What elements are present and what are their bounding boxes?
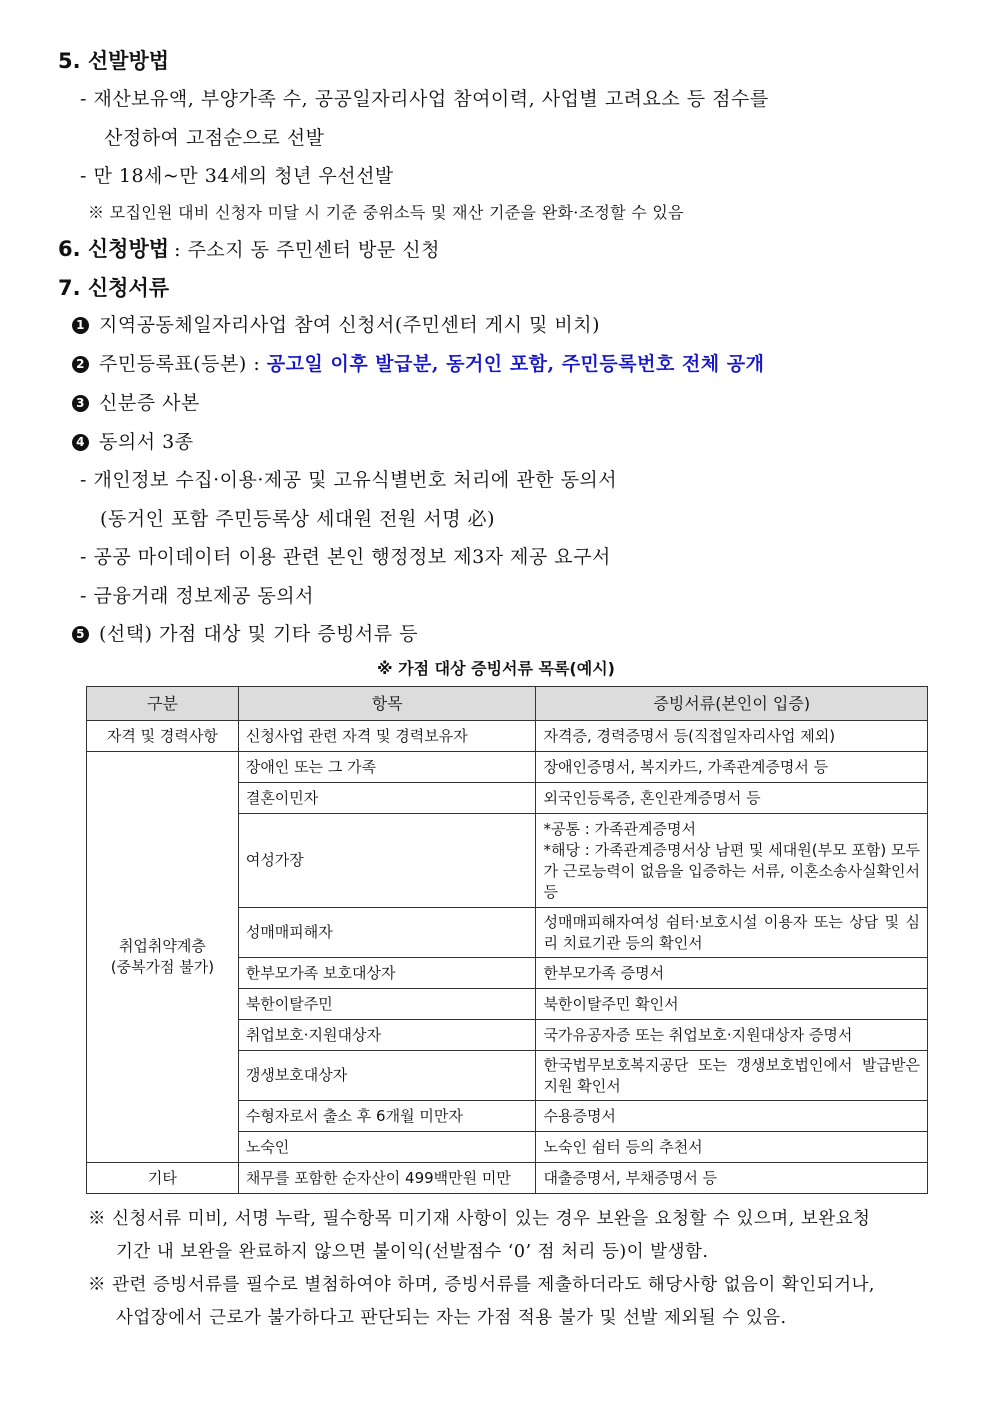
s7-item-5: 5 (선택) 가점 대상 및 기타 증빙서류 등 bbox=[72, 619, 418, 646]
table-title: ※ 가점 대상 증빙서류 목록(예시) bbox=[377, 659, 615, 678]
s7-item-4-bullet-2: - 공공 마이데이터 이용 관련 본인 행정정보 제3자 제공 요구서 bbox=[80, 546, 611, 568]
section-6 bbox=[58, 233, 440, 263]
s7-item-4-bullet-1: - 개인정보 수집·이용·제공 및 고유식별번호 처리에 관한 동의서 bbox=[80, 469, 618, 491]
section-6-title: 6. 신청방법 bbox=[58, 237, 170, 261]
cell-document: 국가유공자증 또는 취업보호·지원대상자 증명서 bbox=[536, 1020, 928, 1051]
cell-item: 장애인 또는 그 가족 bbox=[238, 752, 536, 783]
cell-group-category: 취업취약계층 (중복가점 불가) bbox=[87, 752, 239, 1163]
cell-document: 한부모가족 증명서 bbox=[536, 958, 928, 989]
cell-item: 한부모가족 보호대상자 bbox=[238, 958, 536, 989]
cell-document: 대출증명서, 부채증명서 등 bbox=[536, 1163, 928, 1194]
footer-note-2: ※ 관련 증빙서류를 필수로 별첨하여야 하며, 증빙서류를 제출하더라도 해당사항 없음이 확인되거나, bbox=[88, 1275, 875, 1295]
table-row bbox=[87, 752, 928, 783]
table-row bbox=[87, 1163, 928, 1194]
cell-document: 자격증, 경력증명서 등(직접일자리사업 제외) bbox=[536, 721, 928, 752]
footer-note-1-cont: 기간 내 보완을 완료하지 않으면 불이익(선발점수 ‘0’ 점 처리 등)이 발생함. bbox=[116, 1242, 709, 1262]
s7-item-4-bullet-3: - 금융거래 정보제공 동의서 bbox=[80, 585, 314, 607]
number-2-icon: 2 bbox=[72, 356, 89, 373]
s7-item-4: 4 동의서 3종 bbox=[72, 427, 194, 454]
s5-note: ※ 모집인원 대비 신청자 미달 시 기준 중위소득 및 재산 기준을 완화·조정할 수 있음 bbox=[88, 203, 684, 222]
cell-item: 결혼이민자 bbox=[238, 783, 536, 814]
cell-item: 북한이탈주민 bbox=[238, 989, 536, 1020]
section-6-text: : 주소지 동 주민센터 방문 신청 bbox=[174, 239, 440, 261]
table-row bbox=[87, 721, 928, 752]
s7-item-3: 3 신분증 사본 bbox=[72, 388, 200, 415]
header-category: 구분 bbox=[87, 687, 239, 721]
s7-item-2: 2 주민등록표(등본) : 공고일 이후 발급분, 동거인 포함, 주민등록번호 전체 공개 bbox=[72, 349, 764, 376]
cell-item: 신청사업 관련 자격 및 경력보유자 bbox=[238, 721, 536, 752]
cell-item: 갱생보호대상자 bbox=[238, 1051, 536, 1101]
cell-document: 한국법무보호복지공단 또는 갱생보호법인에서 발급받은 지원 확인서 bbox=[536, 1051, 928, 1101]
cell-document: *공통 : 가족관계증명서 *해당 : 가족관계증명서상 남편 및 세대원(부모 포함) 모두가 근로능력이 없음을 입증하는 서류, 이혼소송사실확인서 등 bbox=[536, 814, 928, 908]
s5-bullet-1: - 재산보유액, 부양가족 수, 공공일자리사업 참여이력, 사업별 고려요소 등 점수를 bbox=[80, 88, 769, 110]
footer-note-1: ※ 신청서류 미비, 서명 누락, 필수항목 미기재 사항이 있는 경우 보완을 요청할 수 있으며, 보완요청 bbox=[88, 1209, 871, 1229]
cell-document: 장애인증명서, 복지카드, 가족관계증명서 등 bbox=[536, 752, 928, 783]
evidence-table bbox=[86, 686, 928, 1194]
number-4-icon: 4 bbox=[72, 434, 89, 451]
cell-item: 노숙인 bbox=[238, 1132, 536, 1163]
cell-item: 수형자로서 출소 후 6개월 미만자 bbox=[238, 1101, 536, 1132]
cell-category: 자격 및 경력사항 bbox=[87, 721, 239, 752]
s7-item-4-bullet-1-cont: (동거인 포함 주민등록상 세대원 전원 서명 必) bbox=[100, 508, 496, 530]
number-5-icon: 5 bbox=[72, 626, 89, 643]
header-item: 항목 bbox=[238, 687, 536, 721]
s7-item-2-emphasis: 공고일 이후 발급분, 동거인 포함, 주민등록번호 전체 공개 bbox=[266, 353, 765, 375]
s5-bullet-2: - 만 18세~만 34세의 청년 우선선발 bbox=[80, 165, 394, 187]
cell-document: 노숙인 쉼터 등의 추천서 bbox=[536, 1132, 928, 1163]
number-3-icon: 3 bbox=[72, 395, 89, 412]
cell-document: 수용증명서 bbox=[536, 1101, 928, 1132]
cell-item: 여성가장 bbox=[238, 814, 536, 908]
section-5-title: 5. 선발방법 bbox=[58, 49, 170, 73]
header-document: 증빙서류(본인이 입증) bbox=[536, 687, 928, 721]
number-1-icon: 1 bbox=[72, 317, 89, 334]
s7-item-1: 1 지역공동체일자리사업 참여 신청서(주민센터 게시 및 비치) bbox=[72, 310, 600, 337]
section-7-title: 7. 신청서류 bbox=[58, 276, 170, 300]
cell-category: 기타 bbox=[87, 1163, 239, 1194]
s5-bullet-1-cont: 산정하여 고점순으로 선발 bbox=[104, 127, 325, 149]
cell-item: 채무를 포함한 순자산이 499백만원 미만 bbox=[238, 1163, 536, 1194]
cell-document: 북한이탈주민 확인서 bbox=[536, 989, 928, 1020]
cell-document: 성매매피해자여성 쉼터·보호시설 이용자 또는 상담 및 심리 치료기관 등의 확인서 bbox=[536, 908, 928, 958]
footer-note-2-cont: 사업장에서 근로가 불가하다고 판단되는 자는 가점 적용 불가 및 선발 제외될 수 있음. bbox=[116, 1308, 787, 1328]
table-header-row bbox=[87, 687, 928, 721]
cell-item: 성매매피해자 bbox=[238, 908, 536, 958]
cell-document: 외국인등록증, 혼인관계증명서 등 bbox=[536, 783, 928, 814]
cell-item: 취업보호·지원대상자 bbox=[238, 1020, 536, 1051]
